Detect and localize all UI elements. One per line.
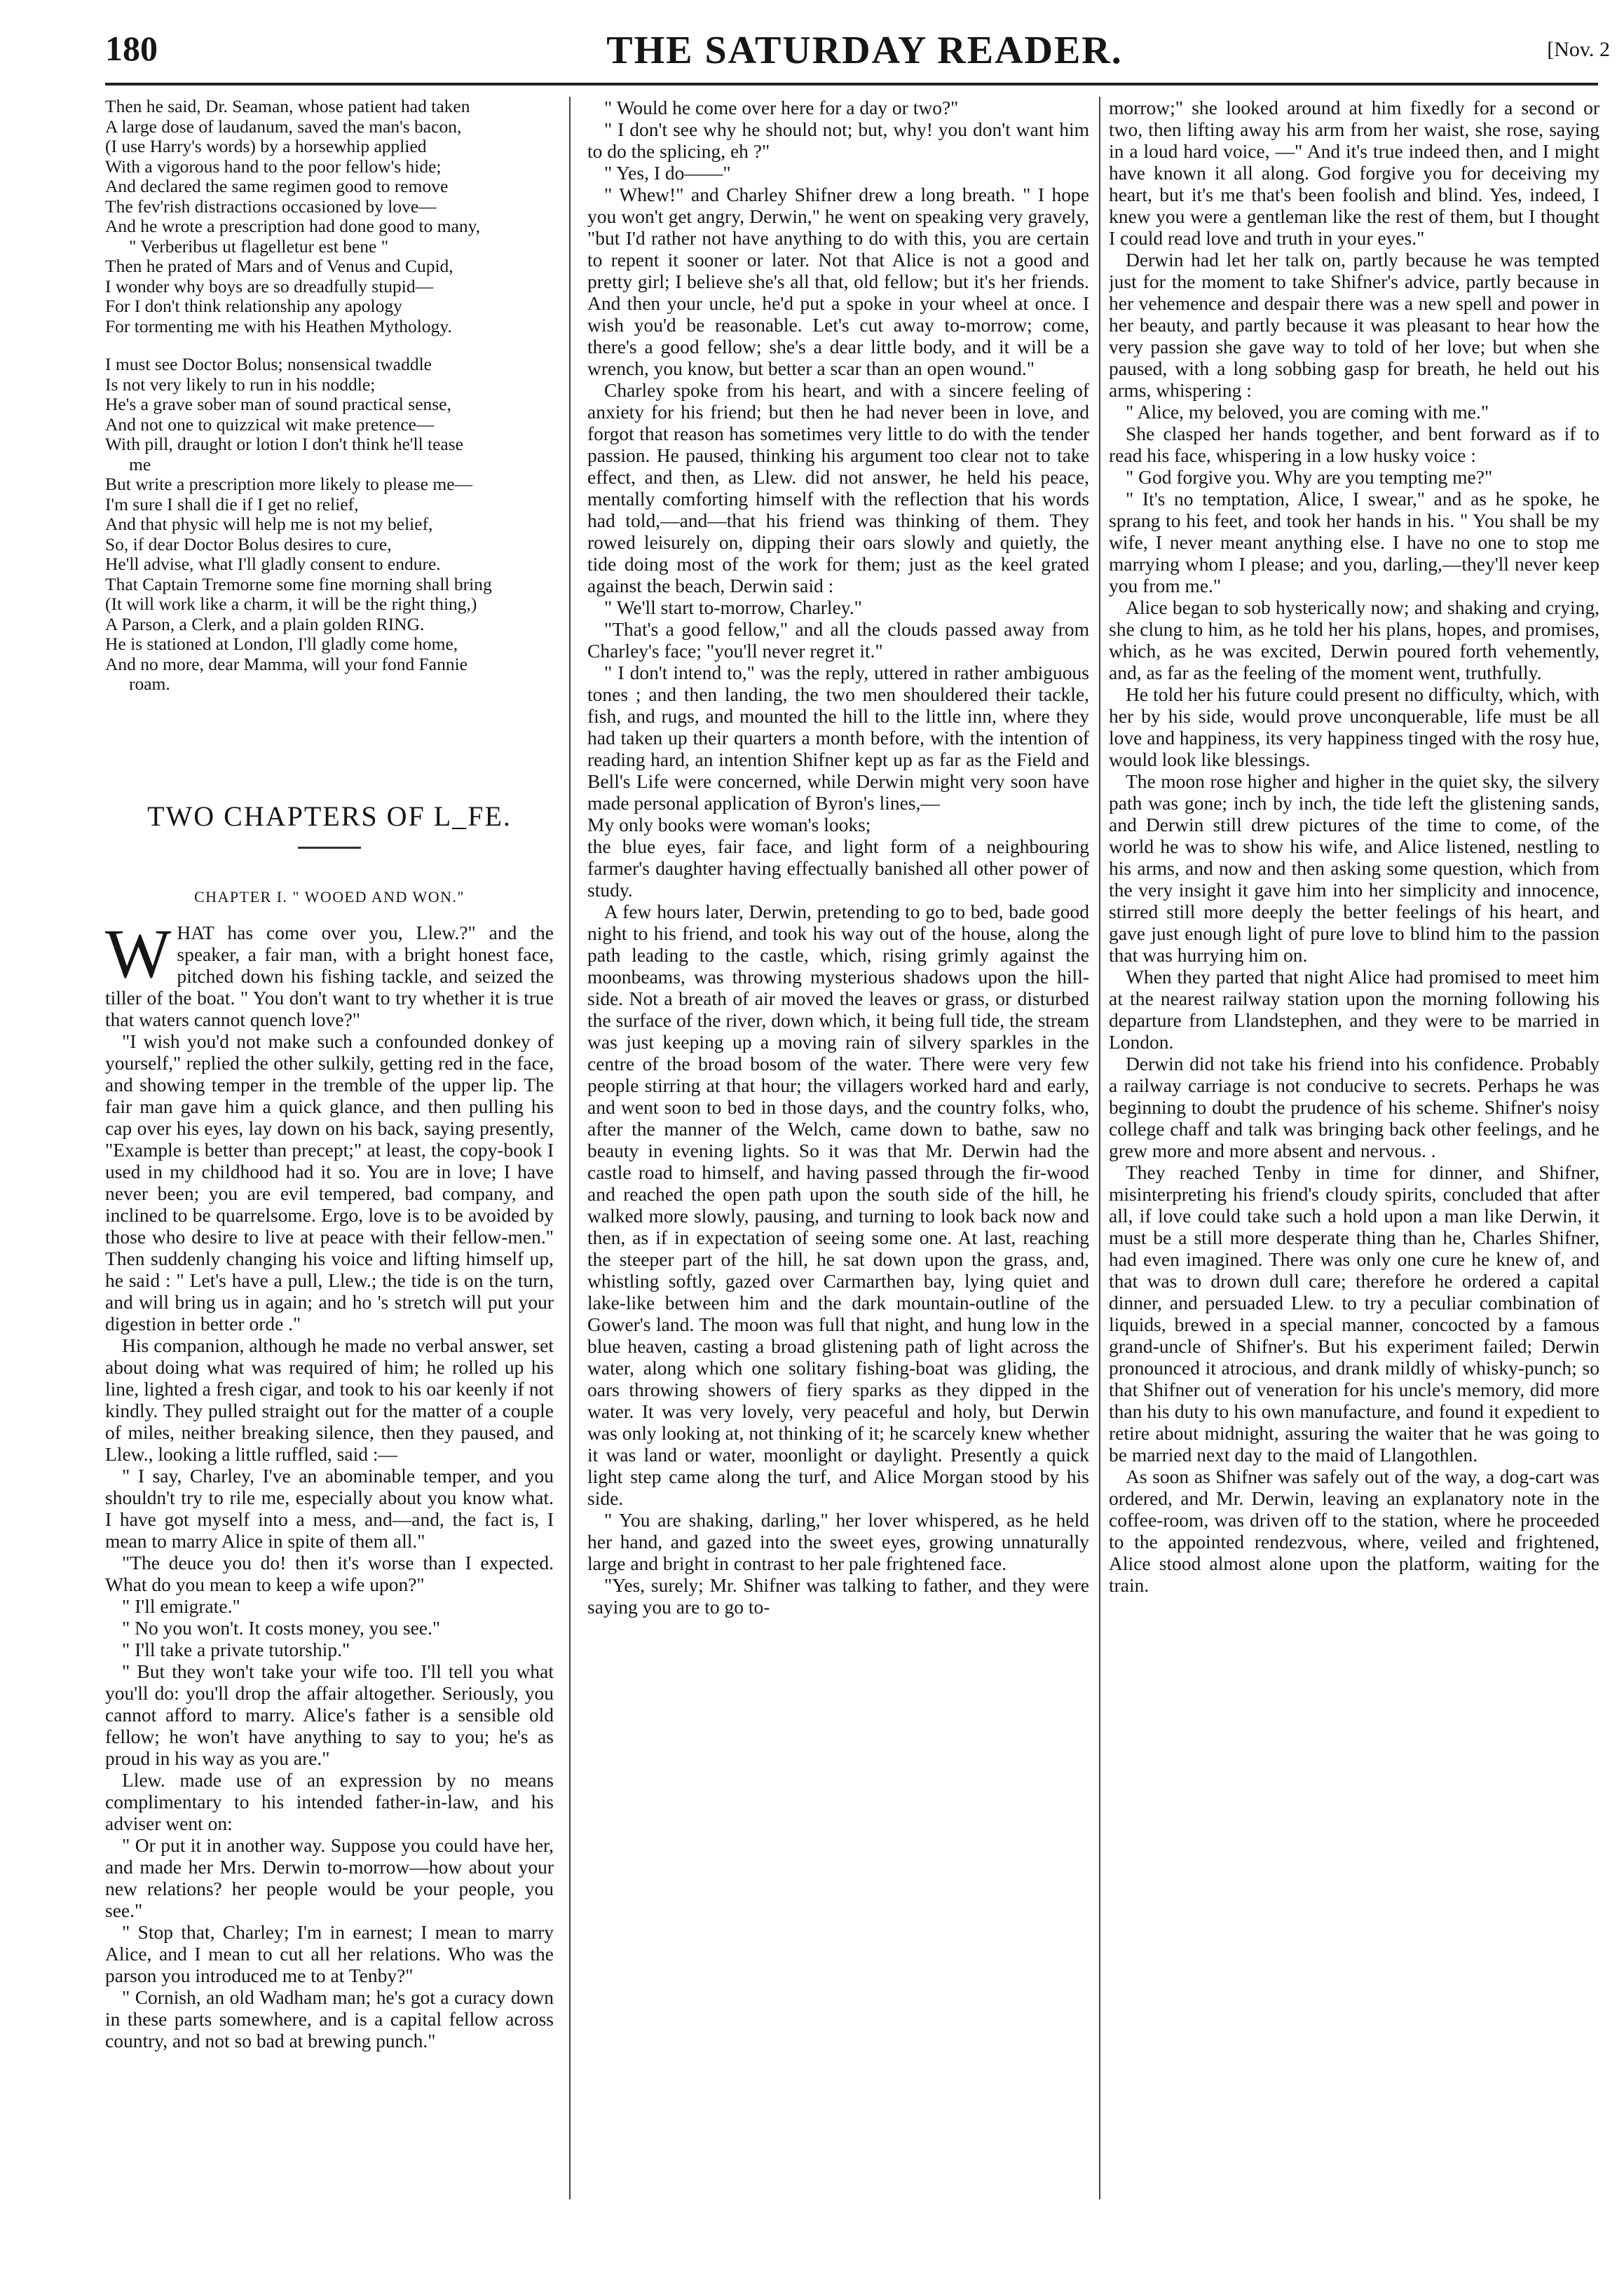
poem-line: And that physic will help me is not my belief, [105,514,433,534]
poem-stanza-2 [105,355,554,695]
poem-line: I wonder why boys are so dreadfully stupid— [105,275,434,296]
paragraph: He told her his future could present no difficulty, which, with her by his side, would prove unconquerable, life must be all love and happiness, its very happiness tinged with the rosy hue, would look like blessings. [1109,683,1599,770]
paragraph [105,914,554,1030]
column-2 [587,97,1089,2196]
page-number: 180 [105,29,158,68]
poem-line: For I don't think relationship any apology [105,296,402,316]
paragraph: " I'll take a private tutorship." [122,1638,350,1660]
poem-line: And he wrote a prescription had done good to many, [105,216,481,236]
paragraph: " Cornish, an old Wadham man; he's got a curacy down in these parts somewhere, and is a capital fellow across country, and not so bad at brewing punch." [105,1986,554,2052]
paragraph: The moon rose higher and higher in the quiet sky, the silvery path was gone; inch by inch, the tide left the glistening sands, and Derwin still drew pictures of the time to come, of the world he was to show his wife, and Alice listened, nestling to his arms, and now and then asking some question, which from the very insight it gave him into her simplicity and innocence, stirred still more deeply the better feelings of his heart, and gave just enough light of pure love to blind him to the passion that was hurrying him on. [1109,770,1599,966]
poem [105,97,554,695]
paragraph: " Or put it in another way. Suppose you could have her, and made her Mrs. Derwin to-morrow—how about your new relations? her people would be your people, you see." [105,1834,554,1921]
paragraph: "I wish you'd not make such a confounded donkey of yourself," replied the other sulkily, getting red in the face, and showing temper in the tremble of the upper lip. The fair man gave him a quick glance, and then pulling his cap over his eyes, lay down on his back, saying presently, "Example is better than precept;" at least, the copy-book I used in my childhood had it so. You are in love; I have never been; you are evil tempered, bad company, and inclined to be quarrelsome. Ergo, love is to be avoided by those who desire to live at peace with their fellow-men." Then suddenly changing his voice and lifting himself up, he said : " Let's have a pull, Llew.; the tide is on the turn, and will bring us in again; and ho 's stretch will put your digestion in better orde ." [105,1030,554,1334]
paragraph: " Alice, my beloved, you are coming with me." [1126,401,1489,423]
poem-line: Is not very likely to run in his noddle; [105,374,376,395]
poem-line: roam. [129,674,170,694]
paragraph: " You are shaking, darling," her lover whispered, as he held her hand, and gazed into the sweet eyes, growing unnaturally large and bright in contrast to her pale frightened face. [587,1509,1089,1574]
paragraph: " Yes, I do——" [604,162,731,184]
poem-line: He'll advise, what I'll gladly consent to endure. [105,554,441,574]
chapter-heading: CHAPTER I. " WOOED AND WON." [193,887,465,906]
column-1 [105,97,554,2196]
paragraph: morrow;" she looked around at him fixedly for a second or two, then lifting away his arm from her waist, she rose, saying in a loud hard voice, —" And it's true indeed then, and I might have known it all along. God forgive you for deceiving my heart, but it's me that's been foolish and blind. Yes, indeed, I knew you were a gentleman like the rest of them, but I thought I could read love and truth in your eyes." [1109,97,1599,249]
page-header [105,21,1624,77]
poem-stanza-1 [105,97,554,336]
paragraph: As soon as Shifner was safely out of the way, a dog-cart was ordered, and Mr. Derwin, leaving an explanatory note in the coffee-room, was driven off to the station, where he proceeded to the appointed rendezvous, where, veiled and frightened, Alice stood almost alone upon the platform, waiting for the train. [1109,1466,1599,1596]
poem-line: And no more, dear Mamma, will your fond Fannie [105,653,468,674]
poem-line: " Verberibus ut flagelletur est bene " [129,235,389,257]
paragraph-text: HAT has come over you, Llew.?" and the speaker, a fair man, with a bright honest face, pitched down his fishing tackle, and seized the tiller of the boat. " You don't want to try whether it is true that waters cannot quench love?" [105,921,554,1030]
paragraph: " I'll emigrate." [122,1595,240,1617]
poem-line: But write a prescription more likely to please me— [105,474,473,494]
paragraph: " No you won't. It costs money, you see." [122,1616,441,1639]
poem-line: (I use Harry's words) by a horsewhip applied [105,136,427,156]
poem-line: The fev'rish distractions occasioned by love— [105,196,437,217]
poem-line: A large dose of laudanum, saved the man's bacon, [105,116,462,137]
paragraph: " Whew!" and Charley Shifner drew a long breath. " I hope you won't get angry, Derwin," he went on speaking very gravely, "but I'd rather not have anything to do with this, you are certain to repent it sooner or later. Not that Alice is not a good and pretty girl; I believe she's all that, old fellow; but it's her friends. And then your uncle, he'd put a spoke in your wheel at once. I wish you'd be reasonable. Let's cut away to-morrow; come, there's a good fellow; she's a dear little body, and it will be a wrench, you know, but better a scar than an open wound." [587,184,1089,379]
paragraph: " But they won't take your wife too. I'll tell you what you'll do: you'll drop the affair altogether. Seriously, you cannot afford to marry. Alice's father is a sensible old fellow; he won't have anything to say to you; he's as proud in his way as you are." [105,1660,554,1769]
poem-line: He's a grave sober man of sound practical sense, [105,394,451,414]
paragraph: They reached Tenby in time for dinner, and Shifner, misinterpreting his friend's cloudy spirits, concluded that after all, if love could take such a hold upon a man like Derwin, it must be a still more desperate thing than he, Charles Shifner, had even imagined. There was only one cure he knew of, and that was to drown dull care; therefore he ordered a capital dinner, and persuaded Llew. to try a peculiar combination of liquids, brewed in a special manner, concocted by a famous grand-uncle of Shifner's. But his experiment failed; Derwin pronounced it atrocious, and drank mildly of whisky-punch; so that Shifner out of veneration for his uncle's memory, did more than his duty to his own manufacture, and found it expedient to retire about midnight, assuring the waiter that he was going to be married next day to the maid of Llangothlen. [1109,1161,1599,1466]
column-divider [1099,97,1100,2199]
paragraph: A few hours later, Derwin, pretending to go to bed, bade good night to his friend, and took his way out of the house, along the path leading to the castle, which, rising grimly against the moonbeams, was throwing mysterious shadows upon the hill-side. Not a breath of air moved the leaves or grass, or disturbed the surface of the river, down which, it being full tide, the stream was just keeping up a moving rain of silvery sparkles in the centre of the broad bosom of the water. There were very few people stirring at that hour; the villagers worked hard and early, and went soon to bed in those days, and the country folks, who, after the manner of the Welch, came down to bathe, saw no beauty in evening lights. So it was that Mr. Derwin had the castle road to himself, and having passed through the fir-wood and reached the open path upon the south side of the hill, he walked more slowly, pausing, and turning to look back now and then, as if in expectation of seeing some one. At last, reaching the steeper part of the hill, he sat down upon the grass, and, whistling softly, gazed over Carmarthen bay, lying quiet and lake-like between him and the dark mountain-outline of the Gower's land. The moon was full that night, and hung low in the blue heaven, casting a broad glistening path of light across the water, along which one solitary fishing-boat was gliding, the oars throwing showers of fiery sparks as they dipped in the water. It was very lovely, very peaceful and holy, but Derwin was only looking at, not thinking of it; he scarcely knew whether it was land or water, moonlight or daylight. Presently a quick light step came along the turf, and Alice Morgan stood by his side. [587,901,1089,1509]
issue-date: [Nov. 2 [1547,38,1610,61]
poem-line: He is stationed at London, I'll gladly come home, [105,634,458,654]
paragraph: She clasped her hands together, and bent forward as if to read his face, whispering in a low husky voice : [1109,423,1599,466]
poem-line: (It will work like a charm, it will be the right thing,) [105,594,477,614]
paragraph: " I say, Charley, I've an abominable temper, and you shouldn't try to rile me, especially about you know what. I have got myself into a mess, and—and, the fact is, I mean to marry Alice in spite of them all." [105,1464,554,1552]
publication-title: THE SATURDAY READER. [606,29,1123,72]
column-3 [1109,97,1599,2196]
poem-line: And not one to quizzical wit make pretence— [105,414,435,435]
header-rule [105,83,1598,86]
poem-line: Then he said, Dr. Seaman, whose patient had taken [105,97,470,116]
paragraph: " Would he come over here for a day or two?" [604,97,959,118]
poem-line: With pill, draught or lotion I don't think he'll tease [105,434,463,454]
poem-line: me [129,453,151,475]
paragraph: " Stop that, Charley; I'm in earnest; I mean to marry Alice, and I mean to cut all her relations. Who was the parson you introduced me to at Tenby?" [105,1920,554,1986]
paragraph: Alice began to sob hysterically now; and shaking and crying, she clung to him, as he told her his plans, hopes, and promises, which, as he was excited, Derwin poured forth vehemently, and, as far as the feeling of the moment went, truthfully. [1109,596,1599,683]
quoted-verse: My only books were woman's looks; [587,814,871,835]
poem-line: I'm sure I shall die if I get no relief, [105,493,359,514]
poem-line: With a vigorous hand to the poor fellow's hide; [105,156,442,177]
paragraph: "Yes, surely; Mr. Shifner was talking to father, and they were saying you are to go to- [587,1574,1089,1618]
paragraph: "The deuce you do! then it's worse than I expected. What do you mean to keep a wife upon?" [105,1551,554,1595]
paragraph: "That's a good fellow," and all the clouds passed away from Charley's face; "you'll never regret it." [587,618,1089,662]
paragraph: " I don't intend to," was the reply, uttered in rather ambiguous tones ; and then landing, the two men shouldered their tackle, fish, and rugs, and mounted the hill to the little inn, where they had taken up their quarters a month before, with the intention of reading hard, an intention Shifner kept up as far as the Field and Bell's Life were concerned, while Derwin might very soon have made personal application of Byron's lines,— [587,662,1089,814]
paragraph: " We'll start to-morrow, Charley." [604,596,862,618]
story-title: TWO CHAPTERS OF L_FE. [147,800,512,832]
paragraph: " God forgive you. Why are you tempting me?" [1126,466,1493,488]
paragraph: When they parted that night Alice had promised to meet him at the nearest railway station upon the morning following his departure from Llandstephen, and they were to be married in London. [1109,966,1599,1053]
paragraph: " I don't see why he should not; but, why! you don't want him to do the splicing, eh ?" [587,118,1089,162]
paragraph: Charley spoke from his heart, and with a sincere feeling of anxiety for his friend; but then he had never been in love, and forgot that reason has sometimes very little to do with the tender passion. He paused, thinking his argument too clear not to take effect, and then, as Llew. did not answer, he held his peace, mentally comforting himself with the reflection that his words had told,—and—that his friend was thinking of them. They rowed leisurely on, dipping their oars slowly and quietly, the tide doing most of the work for them; just as the keel grated against the beach, Derwin said : [587,379,1089,596]
paragraph: " It's no temptation, Alice, I swear," and as he spoke, he sprang to his feet, and took her hands in his. " You shall be my wife, I never meant anything else. I have no one to stop me marrying whom I please; and you, darling,—they'll never keep you from me." [1109,488,1599,596]
paragraph: Derwin did not take his friend into his confidence. Probably a railway carriage is not conducive to secrets. Perhaps he was beginning to doubt the prudence of his scheme. Shifner's noisy college chaff and talk was bringing back other feelings, and he grew more and more absent and nervous. . [1109,1053,1599,1161]
poem-line: A Parson, a Clerk, and a plain golden RING. [105,613,425,634]
title-rule [298,847,361,849]
poem-line: For tormenting me with his Heathen Mythology. [105,315,452,336]
drop-cap: W [105,914,172,992]
paragraph: the blue eyes, fair face, and light form of a neighbouring farmer's daughter having effectually banished all other power of study. [587,835,1089,901]
poem-line: And declared the same regimen good to remove [105,176,449,196]
paragraph: Llew. made use of an expression by no means complimentary to his intended father-in-law, and his adviser went on: [105,1768,554,1834]
paragraph: His companion, although he made no verbal answer, set about doing what was required of him; he rolled up his line, lighted a fresh cigar, and took to his oar keenly if not kindly. They pulled straight out for the matter of a couple of miles, neither breaking silence, then they paused, and Llew., looking a little ruffled, said :— [105,1334,554,1465]
poem-line: Then he prated of Mars and of Venus and Cupid, [105,256,453,276]
poem-line: So, if dear Doctor Bolus desires to cure, [105,533,392,554]
column-divider [569,97,571,2199]
poem-line: That Captain Tremorne some fine morning shall bring [105,573,492,594]
paragraph: Derwin had let her talk on, partly because he was tempted just for the moment to take Shifner's advice, partly because in her vehemence and despair there was a new spell and power in her beauty, and partly because it was pleasant to hear how the very passion she gave way to told of her love; but when she paused, with a long sobbing gasp for breath, he held out his arms, whispering : [1109,249,1599,401]
poem-line: I must see Doctor Bolus; nonsensical twaddle [105,354,432,374]
